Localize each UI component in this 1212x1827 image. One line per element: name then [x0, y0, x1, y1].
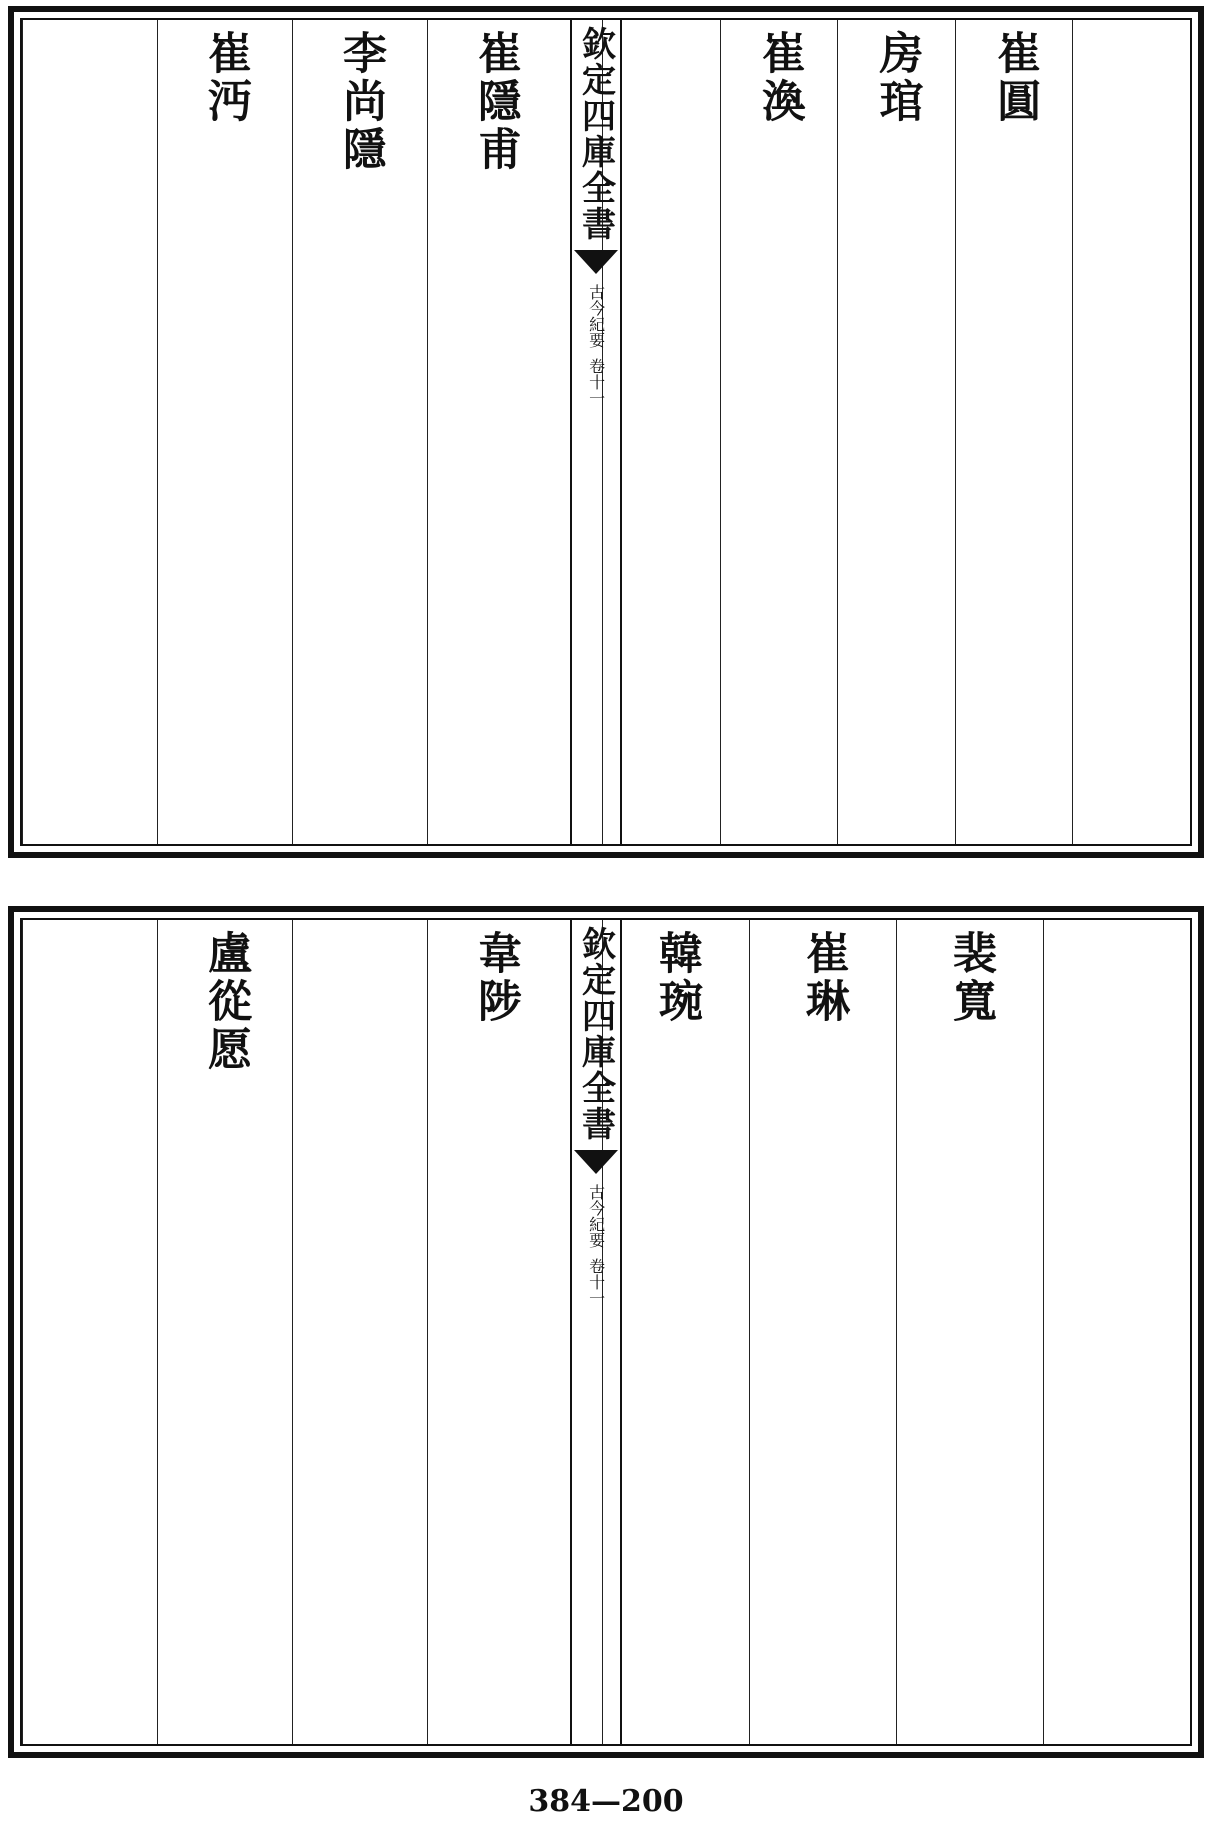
text-column — [292, 20, 427, 844]
text-column — [749, 920, 896, 1744]
text-column — [837, 20, 955, 844]
fold-volume: 卷十一 — [586, 358, 606, 406]
bottom-left-half — [22, 920, 562, 1744]
fold-title: 欽定四庫全書 — [575, 26, 616, 242]
text-column — [720, 20, 838, 844]
bottom-right-half — [602, 920, 1190, 1744]
text-column — [292, 920, 427, 1744]
text-column — [1043, 920, 1190, 1744]
text-column — [955, 20, 1073, 844]
top-page-panel — [8, 6, 1204, 858]
text-column — [22, 920, 157, 1744]
fold-fishtail-mark — [574, 250, 618, 274]
name-heading: 李尚隱 — [335, 30, 386, 174]
name-heading: 韓琬 — [651, 930, 702, 1026]
center-fold — [570, 920, 622, 1744]
name-heading: 盧從愿 — [200, 930, 251, 1074]
fold-fishtail-mark — [574, 1150, 618, 1174]
text-column — [22, 20, 157, 844]
fold-book: 古今紀要 — [586, 284, 606, 348]
fold-volume: 卷十一 — [586, 1258, 606, 1306]
name-heading: 崔沔 — [200, 30, 251, 126]
name-heading: 崔圓 — [989, 30, 1041, 126]
name-heading: 韋陟 — [470, 930, 521, 1026]
bottom-page-panel — [8, 906, 1204, 1758]
text-column — [157, 20, 292, 844]
name-heading: 崔琳 — [798, 930, 849, 1026]
fold-title: 欽定四庫全書 — [575, 926, 616, 1142]
name-heading: 裴寬 — [945, 930, 996, 1026]
name-heading: 崔渙 — [753, 30, 805, 126]
text-column — [427, 920, 562, 1744]
text-column — [1072, 20, 1190, 844]
text-column — [602, 920, 749, 1744]
name-heading: 崔隱甫 — [470, 30, 521, 174]
top-right-half — [602, 20, 1190, 844]
fold-book: 古今紀要 — [586, 1184, 606, 1248]
page-number: 384—200 — [528, 1784, 684, 1819]
name-heading: 房琯 — [871, 30, 923, 126]
center-fold — [570, 20, 622, 844]
text-column — [896, 920, 1043, 1744]
text-column — [157, 920, 292, 1744]
top-left-half — [22, 20, 562, 844]
text-column — [427, 20, 562, 844]
